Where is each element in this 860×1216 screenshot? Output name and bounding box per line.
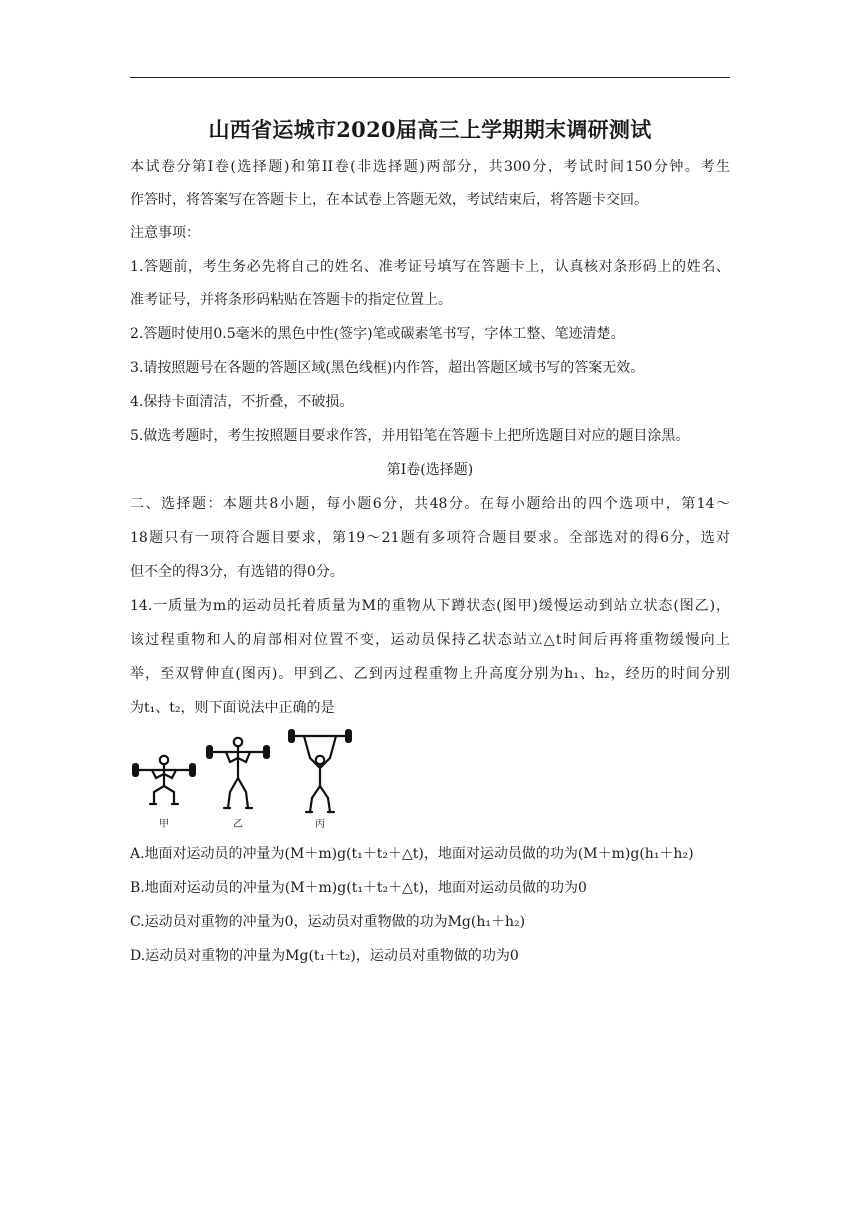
- figure-label-yi: 乙: [233, 819, 243, 830]
- weightlifter-figure: [128, 726, 360, 834]
- header-rule: [130, 77, 730, 78]
- page-title: 山西省运城市2020届高三上学期期末调研测试: [208, 117, 652, 142]
- question-14-line-3: 举，至双臂伸直(图丙)。甲到乙、乙到丙过程重物上升高度分别为h₁、h₂，经历的时间分别: [130, 666, 730, 682]
- option-a: A.地面对运动员的冲量为(M＋m)g(t₁＋t₂＋△t)，地面对运动员做的功为(M＋m)g(h₁＋h₂): [130, 846, 694, 862]
- option-d: D.运动员对重物的冲量为Mg(t₁＋t₂)，运动员对重物做的功为0: [130, 948, 519, 964]
- weightlifter-illustration: [128, 726, 360, 834]
- section-title: 第I卷(选择题): [386, 462, 474, 478]
- section-intro-line-3: 但不全的得3分，有选错的得0分。: [130, 564, 344, 580]
- section-intro-line-2: 18题只有一项符合题目要求，第19～21题有多项符合题目要求。全部选对的得6分，选对: [130, 530, 730, 546]
- intro-line-2: 作答时，将答案写在答题卡上，在本试卷上答题无效，考试结束后，将答题卡交回。: [130, 192, 648, 208]
- note-3: 3.请按照题号在各题的答题区域(黑色线框)内作答，超出答题区域书写的答案无效。: [130, 360, 645, 376]
- figure-label-bing: 丙: [315, 819, 325, 830]
- option-c: C.运动员对重物的冲量为0，运动员对重物做的功为Mg(h₁＋h₂): [130, 914, 526, 930]
- intro-line-1: 本试卷分第I卷(选择题)和第II卷(非选择题)两部分，共300分，考试时间150分钟。考生: [130, 159, 730, 175]
- note-5: 5.做选考题时，考生按照题目要求作答，并用铅笔在答题卡上把所选题目对应的题目涂黑。: [130, 428, 690, 444]
- question-14-line-1: 14.一质量为m的运动员托着质量为M的重物从下蹲状态(图甲)缓慢运动到站立状态(图乙)，: [130, 598, 730, 614]
- note-1-line-2: 准考证号，并将条形码粘贴在答题卡的指定位置上。: [130, 292, 452, 308]
- note-4: 4.保持卡面清洁，不折叠，不破损。: [130, 394, 354, 410]
- section-intro-line-1: 二、选择题：本题共8小题，每小题6分，共48分。在每小题给出的四个选项中，第14～: [130, 496, 730, 512]
- note-2: 2.答题时使用0.5毫米的黑色中性(签字)笔或碳素笔书写，字体工整、笔迹清楚。: [130, 326, 625, 342]
- option-b: B.地面对运动员的冲量为(M＋m)g(t₁＋t₂＋△t)，地面对运动员做的功为0: [130, 880, 587, 896]
- question-14-line-2: 该过程重物和人的肩部相对位置不变，运动员保持乙状态站立△t时间后再将重物缓慢向上: [130, 632, 730, 648]
- figure-label-jia: 甲: [159, 819, 169, 830]
- question-14-line-4: 为t₁、t₂，则下面说法中正确的是: [130, 700, 335, 716]
- notes-heading: 注意事项：: [130, 225, 200, 241]
- note-1-line-1: 1.答题前，考生务必先将自己的姓名、准考证号填写在答题卡上，认真核对条形码上的姓名、: [130, 259, 730, 275]
